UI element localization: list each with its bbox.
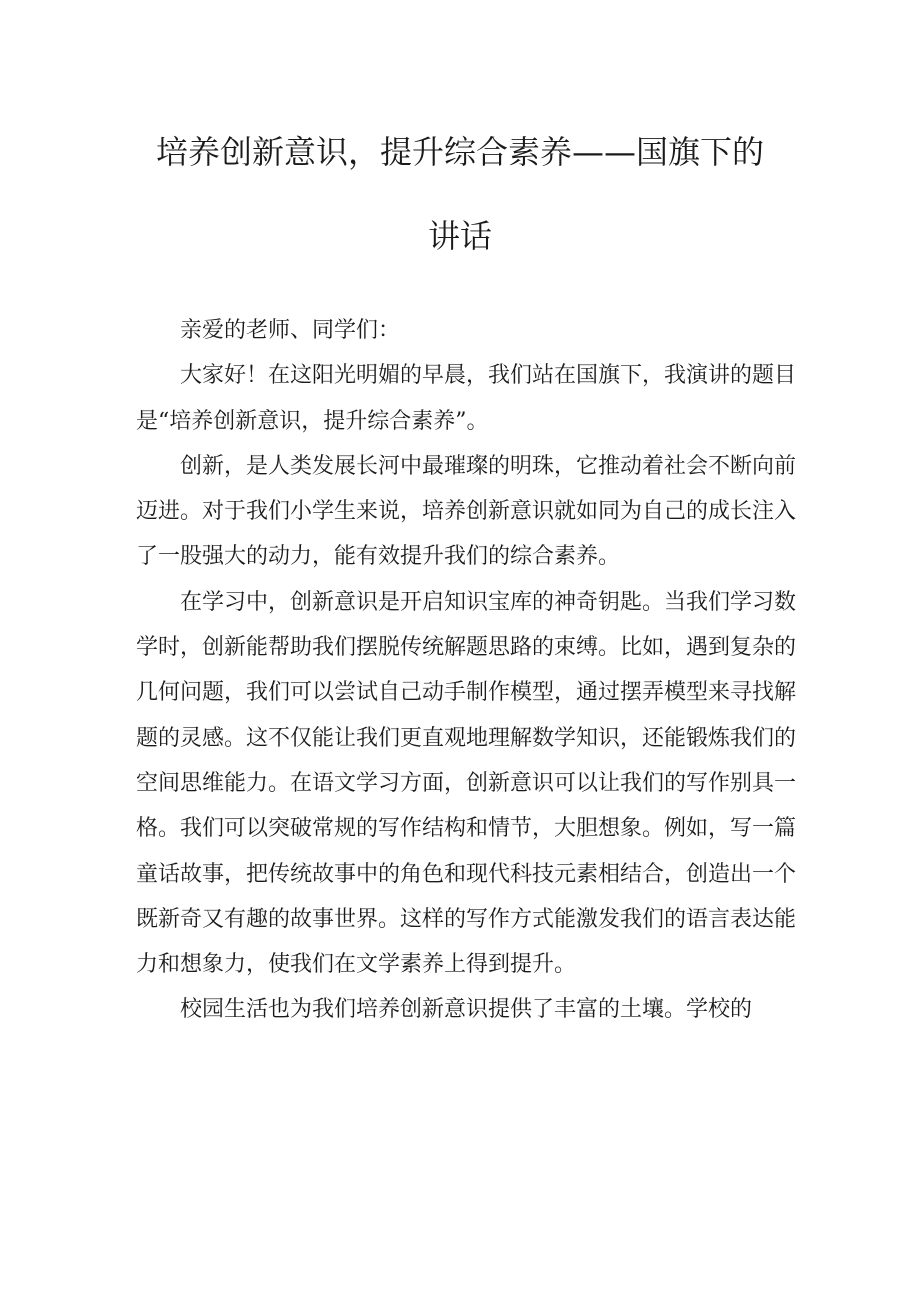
paragraph-salutation: 亲爱的老师、同学们： [180, 318, 401, 343]
paragraph-innovation-intro: 创新，是人类发展长河中最璀璨的明珠，它推动着社会不断向前迈进。对于我们小学生来说，培养创新意识就如同为自己的成长注入了一股强大的动力，能有效提升我们的综合素养。 [136, 453, 797, 570]
paragraph-greeting: 大家好！在这阳光明媚的早晨，我们站在国旗下，我演讲的题目是“培养创新意识，提升综合素养”。 [136, 363, 797, 434]
paragraph-learning: 在学习中，创新意识是开启知识宝库的神奇钥匙。当我们学习数学时，创新能帮助我们摆脱传统解题思路的束缚。比如，遇到复杂的几何问题，我们可以尝试自己动手制作模型，通过摆弄模型来寻找解题的灵感。这不仅能让我们更直观地理解数学知识，还能锻炼我们的空间思维能力。在语文学习方面，创新意识可以让我们的写作别具一格。我们可以突破常规的写作结构和情节，大胆想象。例如，写一篇童话故事，把传统故事中的角色和现代科技元素相结合，创造出一个既新奇又有趣的故事世界。这样的写作方式能激发我们的语言表达能力和想象力，使我们在文学素养上得到提升。 [136, 589, 797, 978]
document-title-line-2: 讲话 [427, 217, 492, 255]
paragraph-campus-life: 校园生活也为我们培养创新意识提供了丰富的土壤。学校的 [180, 997, 753, 1023]
document-title-line-1: 培养创新意识，提升综合素养——国旗下的 [155, 133, 764, 171]
document-body [136, 308, 796, 1033]
